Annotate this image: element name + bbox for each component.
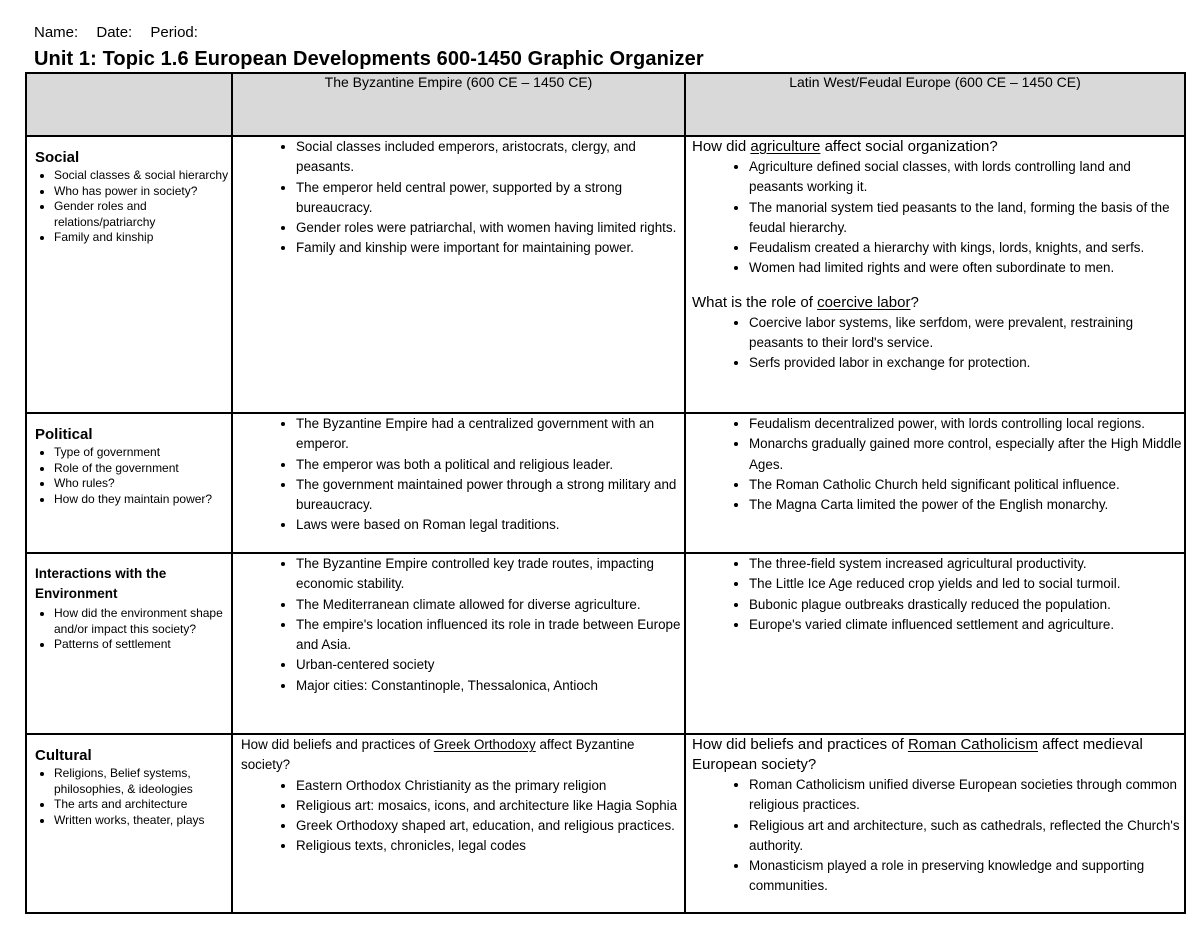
question-text: ?	[910, 293, 919, 311]
environment-prompts	[27, 606, 231, 653]
question-text: How did beliefs and practices of	[241, 737, 434, 752]
list-item: • Europe's varied climate influenced settlement and agriculture.	[749, 615, 1184, 635]
list-item: • The emperor held central power, supported by a strong bureaucracy.	[296, 178, 684, 219]
list-item: • Major cities: Constantinople, Thessalonica, Antioch	[296, 676, 684, 696]
cultural-row	[26, 734, 1185, 913]
question-text: How did	[692, 138, 751, 155]
political-prompts	[27, 445, 231, 507]
byzantine-column-header: The Byzantine Empire (600 CE – 1450 CE)	[232, 73, 685, 136]
question-text: affect social organization?	[820, 138, 998, 155]
list-item: • Roman Catholicism unified diverse European societies through common religious practices.	[749, 775, 1184, 816]
political-latin-list	[686, 414, 1184, 515]
list-item: • Religious texts, chronicles, legal codes	[296, 836, 684, 856]
list-item: • The Mediterranean climate allowed for diverse agriculture.	[296, 595, 684, 615]
list-item: • Monasticism played a role in preserving knowledge and supporting communities.	[749, 856, 1184, 897]
cultural-prompts	[27, 766, 231, 828]
list-item: • The Roman Catholic Church held significant political influence.	[749, 475, 1184, 495]
list-item: • Gender roles were patriarchal, with women having limited rights.	[296, 218, 684, 238]
corner-cell	[26, 73, 232, 136]
question-term: agriculture	[750, 138, 821, 155]
list-item: • Serfs provided labor in exchange for protection.	[749, 353, 1184, 373]
political-byzantine-cell	[232, 413, 685, 553]
social-prompts	[27, 168, 231, 246]
cultural-latin-cell	[685, 734, 1185, 913]
list-item: • Monarchs gradually gained more control, especially after the High Middle Ages.	[749, 434, 1184, 475]
prompt-item: • Family and kinship	[54, 230, 231, 246]
list-item: • Family and kinship were important for maintaining power.	[296, 238, 684, 258]
header-row	[26, 73, 1185, 136]
period-label: Period:	[150, 24, 198, 41]
prompt-item: • Gender roles and relations/patriarchy	[54, 199, 231, 230]
list-item: • Urban-centered society	[296, 655, 684, 675]
question-term: Roman Catholicism	[907, 736, 1038, 753]
list-item: • The empire's location influenced its role in trade between Europe and Asia.	[296, 615, 684, 656]
list-item: • The Byzantine Empire had a centralized government with an emperor.	[296, 414, 684, 455]
list-item: • The Little Ice Age reduced crop yields and led to social turmoil.	[749, 574, 1184, 594]
date-label: Date:	[96, 24, 133, 41]
latin-west-column-header: Latin West/Feudal Europe (600 CE – 1450 CE)	[685, 73, 1185, 136]
cultural-title: Cultural	[35, 747, 92, 764]
question-term: Greek Orthodoxy	[433, 737, 536, 752]
list-item: • Coercive labor systems, like serfdom, were prevalent, restraining peasants to their lord's service.	[749, 313, 1184, 354]
environment-latin-list	[686, 554, 1184, 635]
list-item: • Agriculture defined social classes, with lords controlling land and peasants working it.	[749, 157, 1184, 198]
list-item: • Feudalism decentralized power, with lords controlling local regions.	[749, 414, 1184, 434]
list-item: • The Magna Carta limited the power of the English monarchy.	[749, 495, 1184, 515]
social-row	[26, 136, 1185, 413]
list-item: • The manorial system tied peasants to the land, forming the basis of the feudal hierarchy.	[749, 198, 1184, 239]
political-latin-cell	[685, 413, 1185, 553]
list-item: • The three-field system increased agricultural productivity.	[749, 554, 1184, 574]
prompt-item: • Who rules?	[54, 476, 231, 492]
list-item: • Feudalism created a hierarchy with kings, lords, knights, and serfs.	[749, 238, 1184, 258]
list-item: • The Byzantine Empire controlled key trade routes, impacting economic stability.	[296, 554, 684, 595]
cultural-byzantine-cell	[232, 734, 685, 913]
social-latin-list-2	[686, 313, 1184, 374]
environment-latin-cell	[685, 553, 1185, 734]
list-item: • The emperor was both a political and religious leader.	[296, 455, 684, 475]
roman-catholicism-question	[692, 735, 1184, 775]
prompt-item: • Written works, theater, plays	[54, 813, 231, 829]
environment-title: Interactions with the Environment	[35, 566, 167, 601]
list-item: • Social classes included emperors, aristocrats, clergy, and peasants.	[296, 137, 684, 178]
coercive-labor-question	[692, 293, 1184, 313]
cultural-latin-list	[686, 775, 1184, 897]
prompt-item: • How did the environment shape and/or impact this society?	[54, 606, 231, 637]
prompt-item: • The arts and architecture	[54, 797, 231, 813]
social-byzantine-cell	[232, 136, 685, 413]
political-byzantine-list	[233, 414, 684, 536]
social-latin-cell	[685, 136, 1185, 413]
list-item: • Bubonic plague outbreaks drastically reduced the population.	[749, 595, 1184, 615]
environment-byzantine-cell	[232, 553, 685, 734]
list-item: • Eastern Orthodox Christianity as the primary religion	[296, 776, 684, 796]
list-item: • Religious art and architecture, such as cathedrals, reflected the Church's authority.	[749, 816, 1184, 857]
prompt-item: • How do they maintain power?	[54, 492, 231, 508]
environment-row	[26, 553, 1185, 734]
list-item: • Laws were based on Roman legal traditions.	[296, 515, 684, 535]
political-row	[26, 413, 1185, 553]
prompt-item: • Role of the government	[54, 461, 231, 477]
student-info-line	[34, 24, 212, 41]
question-text: How did beliefs and practices of	[692, 736, 908, 753]
prompt-item: • Patterns of settlement	[54, 637, 231, 653]
cultural-byzantine-list	[233, 776, 684, 857]
greek-orthodoxy-question	[241, 735, 684, 776]
graphic-organizer-table	[25, 72, 1186, 914]
list-item: • Religious art: mosaics, icons, and architecture like Hagia Sophia	[296, 796, 684, 816]
question-text: What is the role of	[692, 293, 818, 311]
social-latin-list-1	[686, 157, 1184, 279]
list-item: • Women had limited rights and were often subordinate to men.	[749, 258, 1184, 278]
environment-byzantine-list	[233, 554, 684, 696]
question-term: coercive labor	[817, 293, 911, 311]
prompt-item: • Social classes & social hierarchy	[54, 168, 231, 184]
list-item: • The government maintained power through a strong military and bureaucracy.	[296, 475, 684, 516]
prompt-item: • Religions, Belief systems, philosophies, & ideologies	[54, 766, 231, 797]
prompt-item: • Type of government	[54, 445, 231, 461]
social-title: Social	[35, 149, 80, 166]
political-category-cell	[26, 413, 232, 553]
environment-category-cell	[26, 553, 232, 734]
agriculture-question	[692, 137, 1184, 157]
prompt-item: • Who has power in society?	[54, 184, 231, 200]
question-text: affect Byzantine society?	[241, 737, 635, 773]
list-item: • Greek Orthodoxy shaped art, education, and religious practices.	[296, 816, 684, 836]
name-label: Name:	[34, 24, 79, 41]
question-text: affect medieval European society?	[692, 736, 1143, 773]
political-title: Political	[35, 426, 93, 443]
page-title: Unit 1: Topic 1.6 European Developments 600-1450 Graphic Organizer	[34, 48, 704, 70]
cultural-category-cell	[26, 734, 232, 913]
social-category-cell	[26, 136, 232, 413]
social-byzantine-list	[233, 137, 684, 259]
